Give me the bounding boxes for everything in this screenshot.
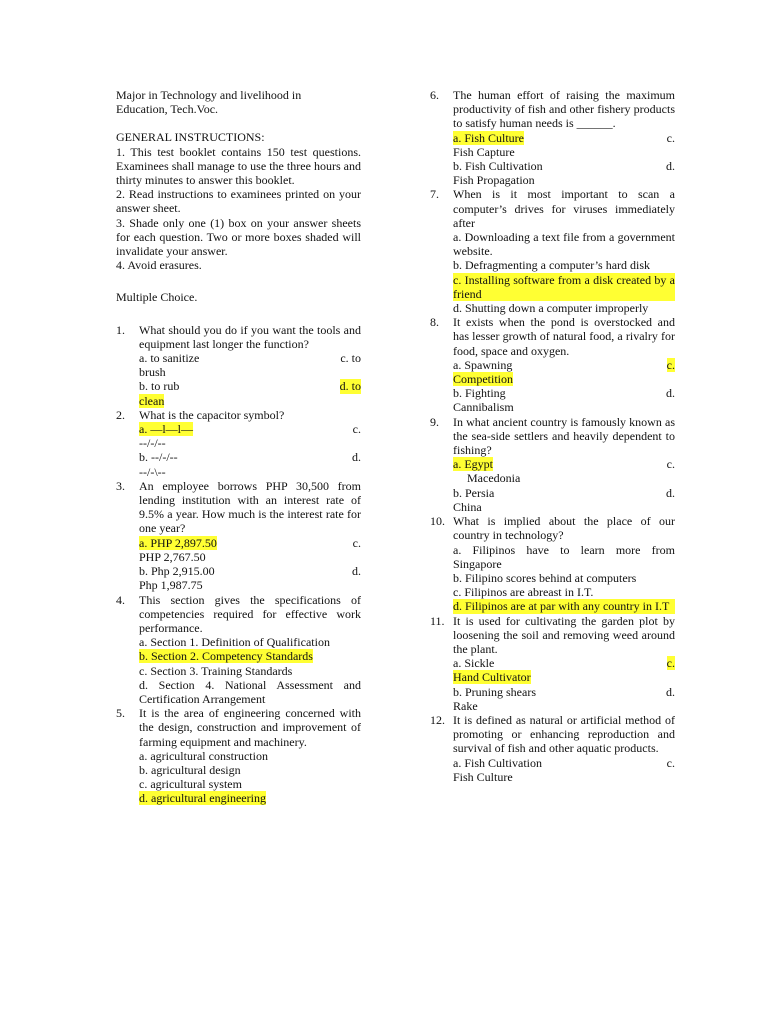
option-d-cont: Rake	[453, 698, 478, 713]
option-d-answer: d. to	[339, 379, 361, 394]
option-c-cont: brush	[139, 365, 166, 380]
option-c-cont: PHP 2,767.50	[139, 549, 206, 564]
option-a: a. Fish Cultivation	[453, 755, 543, 770]
option-d: d. Section 4. National Assessment and Certification Arrangement	[139, 677, 361, 706]
option-b: b. Pruning shears	[453, 684, 536, 699]
question-2	[116, 408, 361, 479]
option-a-answer: a. Egypt	[453, 457, 493, 472]
question-text: This section gives the specifications of competencies required for effective work performance.	[139, 592, 361, 635]
option-d-answer: d. Filipinos are at par with any country in I.T	[453, 599, 675, 613]
question-1	[116, 323, 361, 408]
question-text: When is it most important to scan a computer’s drives for viruses immediately after	[453, 187, 675, 230]
option-d: d.	[666, 485, 675, 500]
instruction-1: 1. This test booklet contains 150 test questions. Examinees shall manage to use the three hours and thirty minutes to answer this booklet.	[116, 144, 361, 188]
right-column	[430, 88, 675, 784]
option-c-cont: --/-/--	[139, 436, 166, 451]
instructions-title: GENERAL INSTRUCTIONS:	[116, 130, 265, 145]
option-d-cont: clean	[139, 393, 165, 408]
option-c-cont: Fish Culture	[453, 769, 513, 784]
option-d: d.	[666, 159, 675, 174]
question-number: 6.	[430, 88, 439, 102]
option-b: b. Filipino scores behind at computers	[453, 570, 637, 585]
question-number: 9.	[430, 414, 439, 429]
option-d-cont: --/-\--	[139, 464, 166, 479]
option-c-answer: c. Installing software from a disk created by a friend	[453, 272, 675, 301]
question-text: What should you do if you want the tools and equipment last longer the function?	[139, 322, 361, 351]
option-b: b. Php 2,915.00	[139, 564, 215, 579]
question-7	[430, 187, 675, 315]
option-a: a. Downloading a text file from a government website.	[453, 230, 675, 259]
question-text: It exists when the pond is overstocked and has lesser growth of natural food, a rivalry for food, space and oxygen.	[453, 315, 675, 358]
option-c: c. Filipinos are abreast in I.T.	[453, 585, 594, 600]
option-a-answer: a. Fish Culture	[453, 130, 524, 145]
question-10	[430, 514, 675, 613]
question-12	[430, 713, 675, 784]
option-c: c.	[352, 535, 361, 550]
option-b-answer: b. Section 2. Competency Standards	[139, 649, 313, 664]
option-d: d.	[666, 684, 675, 699]
option-a: a. to sanitize	[139, 351, 200, 366]
question-9	[430, 415, 675, 514]
option-d-cont: Fish Propagation	[453, 173, 535, 188]
option-b: b. Fighting	[453, 386, 506, 401]
question-text: What is the capacitor symbol?	[139, 407, 285, 422]
question-4	[116, 593, 361, 707]
option-c: c.	[666, 457, 675, 472]
section-title: Multiple Choice.	[116, 290, 198, 305]
option-d-cont: Cannibalism	[453, 400, 514, 415]
header-line-2: Education, Tech.Voc.	[116, 102, 219, 117]
option-c: c. agricultural system	[139, 777, 242, 792]
question-number: 8.	[430, 315, 439, 330]
option-c: c. to	[340, 351, 361, 366]
option-c: c.	[352, 422, 361, 437]
instruction-2: 2. Read instructions to examinees printed on your answer sheet.	[116, 187, 361, 216]
option-c-cont: Macedonia	[467, 471, 521, 486]
option-b: b. Fish Cultivation	[453, 159, 543, 174]
option-a: a. Sickle	[453, 656, 495, 671]
instruction-4: 4. Avoid erasures.	[116, 258, 202, 273]
header-line-1: Major in Technology and livelihood in	[116, 88, 302, 102]
question-number: 11.	[430, 613, 445, 628]
question-number: 10.	[430, 514, 445, 529]
option-a: a. Spawning	[453, 357, 513, 372]
option-c-cont: Hand Cultivator	[453, 670, 531, 685]
option-c: c.	[666, 130, 675, 145]
question-number: 5.	[116, 706, 125, 721]
question-text: In what ancient country is famously known as the sea-side settlers and heavily dependent to fishing?	[453, 414, 675, 458]
question-5	[116, 706, 361, 805]
option-c: c. Section 3. Training Standards	[139, 663, 293, 678]
question-number: 7.	[430, 187, 439, 202]
option-c-answer: c.	[666, 357, 675, 372]
question-number: 2.	[116, 407, 125, 422]
option-d: d.	[352, 450, 361, 465]
option-a-answer: a. PHP 2,897.50	[139, 535, 217, 550]
instruction-3: 3. Shade only one (1) box on your answer sheets for each question. Two or more boxes shaded will invalidate your answer.	[116, 215, 361, 259]
option-d-answer: d. agricultural engineering	[139, 791, 266, 806]
question-text: The human effort of raising the maximum productivity of fish and other fishery products to satisfy human needs is ______.	[453, 88, 675, 131]
option-a-answer: a. —l—l—	[139, 422, 193, 437]
option-a: a. Section 1. Definition of Qualification	[139, 635, 330, 650]
question-number: 4.	[116, 592, 125, 607]
option-d-cont: China	[453, 499, 482, 514]
question-text: What is implied about the place of our country in technology?	[453, 514, 675, 543]
question-text: It is used for cultivating the garden plot by loosening the soil and removing weed around the plant.	[453, 613, 675, 656]
option-d-cont: Php 1,987.75	[139, 578, 203, 593]
option-a: a. agricultural construction	[139, 748, 268, 763]
question-6	[430, 88, 675, 187]
option-b: b. agricultural design	[139, 762, 241, 777]
option-d: d.	[352, 564, 361, 579]
option-c-cont: Fish Capture	[453, 144, 515, 159]
option-b: b. Persia	[453, 485, 495, 500]
question-11	[430, 614, 675, 713]
question-8	[430, 315, 675, 414]
left-column	[116, 88, 361, 806]
question-3	[116, 479, 361, 593]
option-c-cont: Competition	[453, 372, 513, 387]
question-text: It is defined as natural or artificial method of promoting or enhancing reproduction and survival of fish and other aquatic products.	[453, 712, 675, 756]
option-a: a. Filipinos have to learn more from Singapore	[453, 542, 675, 571]
question-number: 1.	[116, 322, 125, 337]
option-b: b. Defragmenting a computer’s hard disk	[453, 258, 651, 273]
option-c: c.	[666, 755, 675, 770]
question-text: An employee borrows PHP 30,500 from lending institution with an interest rate of 9.5% a year. How much is the interest rate for one year?	[139, 478, 361, 536]
option-c-answer: c.	[666, 656, 675, 671]
question-number: 3.	[116, 478, 125, 493]
option-d: d.	[666, 386, 675, 401]
option-b: b. to rub	[139, 379, 180, 394]
option-d: d. Shutting down a computer improperly	[453, 301, 649, 316]
option-b: b. --/-/--	[139, 450, 178, 465]
question-text: It is the area of engineering concerned with the design, construction and improvement of farming equipment and machinery.	[139, 706, 361, 749]
question-number: 12.	[430, 712, 445, 727]
